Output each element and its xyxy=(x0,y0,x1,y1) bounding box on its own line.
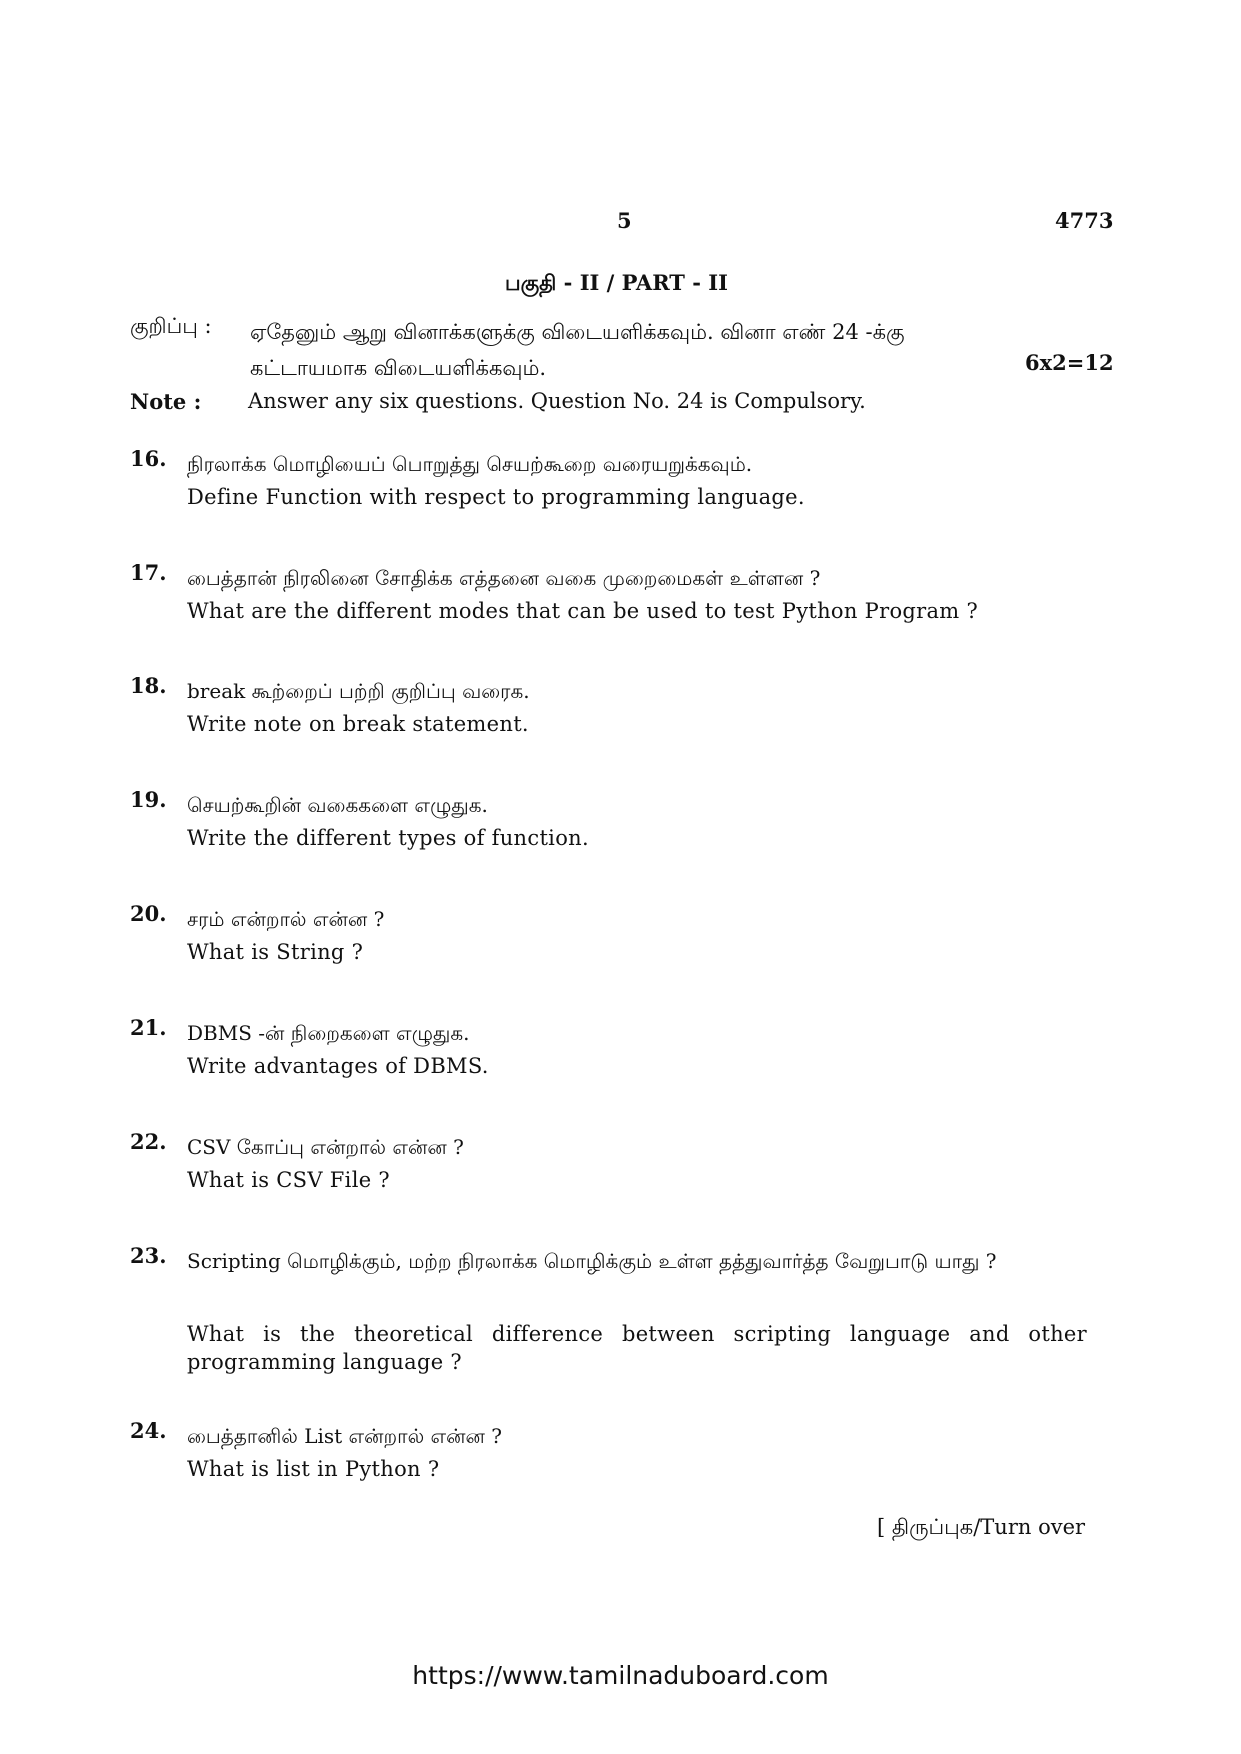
page-number: 5 xyxy=(617,208,632,233)
question-tamil: பைத்தானில் List என்றால் என்ன ? xyxy=(187,1424,503,1448)
part-heading: பகுதி - II / PART - II xyxy=(505,270,728,295)
question-english: Write advantages of DBMS. xyxy=(187,1054,489,1078)
question-tamil: செயற்கூறின் வகைகளை எழுதுக. xyxy=(187,793,488,817)
question-number: 16. xyxy=(130,446,167,471)
question-tamil: break கூற்றைப் பற்றி குறிப்பு வரைக. xyxy=(187,679,530,703)
question-english: Write the different types of function. xyxy=(187,826,589,850)
question-english: What is list in Python ? xyxy=(187,1457,440,1481)
english-note-label: Note : xyxy=(130,389,202,414)
question-number: 24. xyxy=(130,1418,167,1443)
question-number: 21. xyxy=(130,1015,167,1040)
marks-scheme: 6x2=12 xyxy=(1025,350,1114,375)
question-number: 18. xyxy=(130,673,167,698)
question-tamil: நிரலாக்க மொழியைப் பொறுத்து செயற்கூறை வரையறுக்கவும். xyxy=(187,452,753,476)
turn-over-note: [ திருப்புக/Turn over xyxy=(877,1515,1086,1539)
question-number: 19. xyxy=(130,787,167,812)
paper-code: 4773 xyxy=(1055,208,1114,233)
question-number: 17. xyxy=(130,560,167,585)
tamil-note-text xyxy=(250,314,1080,386)
question-number: 23. xyxy=(130,1243,167,1268)
question-number: 20. xyxy=(130,901,167,926)
question-english: What is CSV File ? xyxy=(187,1168,390,1192)
question-english: What is String ? xyxy=(187,940,364,964)
tamil-note-line-2: கட்டாயமாக விடையளிக்கவும். xyxy=(250,356,547,380)
question-english: Define Function with respect to programming language. xyxy=(187,485,805,509)
question-english: What is the theoretical difference between scripting language and other programming language ? xyxy=(187,1322,1087,1374)
question-english: What are the different modes that can be used to test Python Program ? xyxy=(187,599,979,623)
question-tamil: சரம் என்றால் என்ன ? xyxy=(187,907,385,931)
question-tamil: பைத்தான் நிரலினை சோதிக்க எத்தனை வகை முறைமைகள் உள்ளன ? xyxy=(187,566,821,590)
tamil-note-label: குறிப்பு : xyxy=(130,314,212,338)
question-tamil: DBMS -ன் நிறைகளை எழுதுக. xyxy=(187,1021,470,1045)
question-number: 22. xyxy=(130,1129,167,1154)
question-tamil: Scripting மொழிக்கும், மற்ற நிரலாக்க மொழிக்கும் உள்ள தத்துவார்த்த வேறுபாடு யாது ? xyxy=(187,1249,997,1273)
question-english: Write note on break statement. xyxy=(187,712,529,736)
tamil-note-line-1: ஏதேனும் ஆறு வினாக்களுக்கு விடையளிக்கவும். வினா எண் 24 -க்கு xyxy=(250,320,905,344)
english-note-text: Answer any six questions. Question No. 24 is Compulsory. xyxy=(248,389,866,413)
question-tamil: CSV கோப்பு என்றால் என்ன ? xyxy=(187,1135,464,1159)
footer-url: https://www.tamilnaduboard.com xyxy=(412,1661,829,1690)
